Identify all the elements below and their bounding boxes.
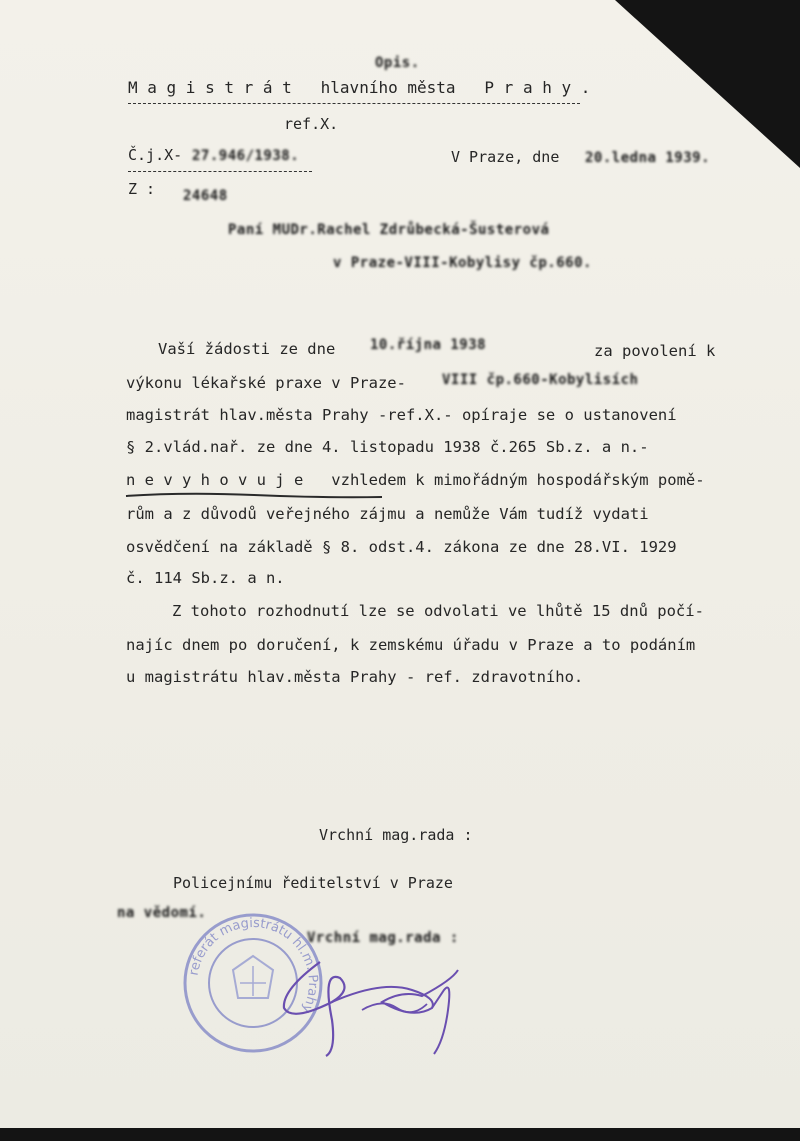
- cc-suffix: na vědomí.: [117, 905, 207, 921]
- office-heading: M a g i s t r á t hlavního města P r a h y .: [128, 78, 591, 97]
- addressee-address: v Praze-VIII-Kobylisy čp.660.: [333, 255, 592, 271]
- signature: [262, 950, 482, 1060]
- cj-underline: [128, 171, 312, 172]
- date-value: 20.ledna 1939.: [585, 150, 711, 166]
- body-line-2a: výkonu lékařské praxe v Praze-: [126, 374, 406, 392]
- stamp-text: referát magistrátu hl.m. Prahy: [186, 915, 321, 1016]
- copy-mark: Opis.: [375, 55, 420, 71]
- body-line-1a: Vaší žádosti ze dne: [158, 340, 336, 358]
- body-line-9: Z tohoto rozhodnutí lze se odvolati ve lhůtě 15 dnů počí-: [172, 602, 704, 620]
- body-line-3: magistrát hlav.města Prahy -ref.X.- opíraje se o ustanovení: [126, 406, 677, 424]
- body-line-8: č. 114 Sb.z. a n.: [126, 569, 285, 587]
- cc-line: Policejnímu ředitelství v Praze: [173, 874, 453, 892]
- ref-label: ref.X.: [284, 115, 339, 133]
- body-line-6: rům a z důvodů veřejného zájmu a nemůže Vám tudíž vydati: [126, 505, 649, 523]
- body-line-4: § 2.vlád.nař. ze dne 4. listopadu 1938 č.265 Sb.z. a n.-: [126, 438, 649, 456]
- addressee-name: Paní MUDr.Rachel Zdrůbecká-Šusterová: [228, 222, 550, 238]
- body-line-11: u magistrátu hlav.města Prahy - ref. zdravotního.: [126, 668, 584, 686]
- body-line-1b: za povolení k: [594, 342, 716, 360]
- decision-underline: [124, 488, 384, 502]
- heading-underline: [128, 103, 580, 104]
- z-label: Z :: [128, 180, 156, 198]
- closing-title-2: Vrchní mag.rada :: [307, 930, 459, 946]
- practice-address: VIII čp.660-Kobylisích: [442, 372, 639, 388]
- place-date-label: V Praze, dne: [451, 148, 560, 166]
- request-date: 10.října 1938: [370, 337, 487, 353]
- closing-title: Vrchní mag.rada :: [319, 826, 473, 844]
- body-line-10: najíc dnem po doručení, k zemskému úřadu v Praze a to podáním: [126, 636, 696, 654]
- cj-value: 27.946/1938.: [192, 148, 300, 164]
- z-value: 24648: [183, 188, 228, 204]
- body-line-5: n e v y h o v u j e vzhledem k mimořádným hospodářským pomě-: [126, 471, 705, 489]
- cj-label: Č.j.X-: [128, 146, 183, 164]
- body-line-7: osvědčení na základě § 8. odst.4. zákona ze dne 28.VI. 1929: [126, 538, 677, 556]
